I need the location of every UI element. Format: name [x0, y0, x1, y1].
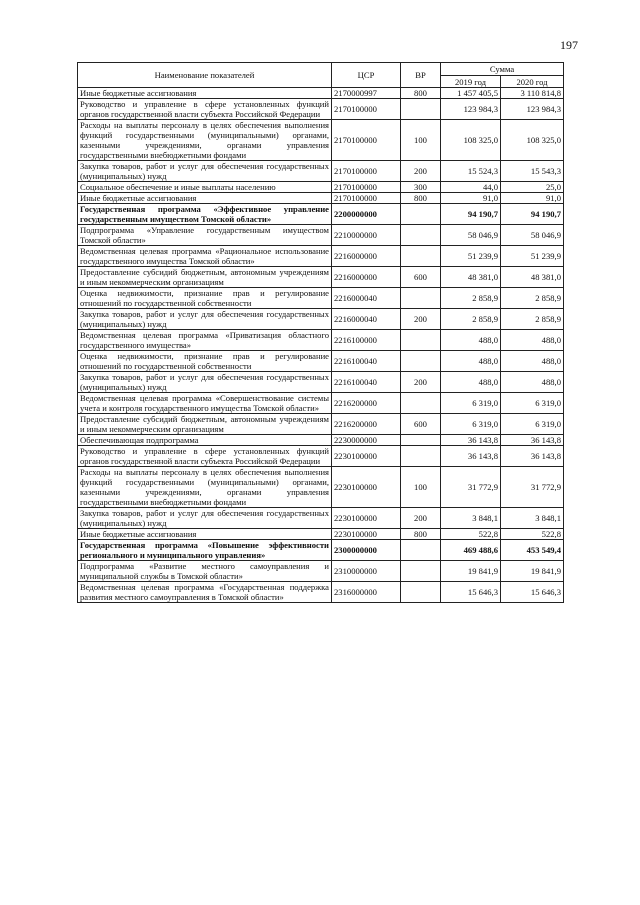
row-2020-cell: 2 858,9	[501, 309, 564, 330]
row-2019-cell: 15 524,3	[441, 161, 501, 182]
row-2019-cell: 108 325,0	[441, 120, 501, 161]
row-2019-cell: 1 457 405,5	[441, 88, 501, 99]
row-vr-cell: 800	[401, 88, 441, 99]
row-name-cell: Иные бюджетные ассигнования	[78, 193, 332, 204]
table-row	[78, 435, 564, 446]
row-vr-cell: 200	[401, 161, 441, 182]
row-vr-cell	[401, 246, 441, 267]
table-row	[78, 309, 564, 330]
row-2020-cell: 488,0	[501, 351, 564, 372]
row-name-cell: Государственная программа «Эффективное управление государственным имуществом Томской области»	[78, 204, 332, 225]
row-2019-cell: 488,0	[441, 330, 501, 351]
row-csr-cell: 2170100000	[332, 120, 401, 161]
row-csr-cell: 2230100000	[332, 467, 401, 508]
table-row	[78, 330, 564, 351]
table-row	[78, 540, 564, 561]
row-csr-cell: 2230000000	[332, 435, 401, 446]
row-2019-cell: 488,0	[441, 372, 501, 393]
row-2019-cell: 58 046,9	[441, 225, 501, 246]
row-2020-cell: 6 319,0	[501, 393, 564, 414]
row-csr-cell: 2170100000	[332, 99, 401, 120]
table-row	[78, 120, 564, 161]
row-2019-cell: 31 772,9	[441, 467, 501, 508]
row-csr-cell: 2216000000	[332, 267, 401, 288]
table-row	[78, 182, 564, 193]
row-name-cell: Государственная программа «Повышение эффективности регионального и муниципального управления»	[78, 540, 332, 561]
row-2020-cell: 3 848,1	[501, 508, 564, 529]
row-name-cell: Обеспечивающая подпрограмма	[78, 435, 332, 446]
row-2020-cell: 15 646,3	[501, 582, 564, 603]
row-csr-cell: 2230100000	[332, 529, 401, 540]
row-csr-cell: 2316000000	[332, 582, 401, 603]
row-vr-cell	[401, 204, 441, 225]
row-vr-cell	[401, 351, 441, 372]
row-vr-cell	[401, 540, 441, 561]
row-csr-cell: 2216100040	[332, 351, 401, 372]
row-name-cell: Иные бюджетные ассигнования	[78, 529, 332, 540]
row-2020-cell: 36 143,8	[501, 435, 564, 446]
row-name-cell: Закупка товаров, работ и услуг для обеспечения государственных (муниципальных) нужд	[78, 309, 332, 330]
row-csr-cell: 2216000000	[332, 246, 401, 267]
row-vr-cell	[401, 393, 441, 414]
table-row	[78, 529, 564, 540]
row-csr-cell: 2170100000	[332, 193, 401, 204]
row-name-cell: Руководство и управление в сфере установленных функций органов государственной власти субъекта Российской Федерации	[78, 446, 332, 467]
row-vr-cell: 800	[401, 193, 441, 204]
table-row	[78, 193, 564, 204]
row-vr-cell: 200	[401, 372, 441, 393]
table-row	[78, 393, 564, 414]
row-csr-cell: 2216200000	[332, 414, 401, 435]
row-vr-cell	[401, 225, 441, 246]
table-row	[78, 467, 564, 508]
row-name-cell: Ведомственная целевая программа «Приватизация областного государственного имущества»	[78, 330, 332, 351]
row-csr-cell: 2170000997	[332, 88, 401, 99]
row-2020-cell: 6 319,0	[501, 414, 564, 435]
row-2019-cell: 2 858,9	[441, 288, 501, 309]
row-csr-cell: 2230100000	[332, 446, 401, 467]
row-vr-cell: 800	[401, 529, 441, 540]
row-csr-cell: 2300000000	[332, 540, 401, 561]
row-csr-cell: 2310000000	[332, 561, 401, 582]
table-row	[78, 225, 564, 246]
row-2019-cell: 51 239,9	[441, 246, 501, 267]
header-csr: ЦСР	[332, 63, 401, 88]
row-2019-cell: 6 319,0	[441, 414, 501, 435]
table-row	[78, 267, 564, 288]
row-2020-cell: 488,0	[501, 330, 564, 351]
row-2019-cell: 19 841,9	[441, 561, 501, 582]
row-2019-cell: 36 143,8	[441, 435, 501, 446]
row-2019-cell: 44,0	[441, 182, 501, 193]
row-name-cell: Ведомственная целевая программа «Государственная поддержка развития местного самоуправления в Томской области»	[78, 582, 332, 603]
table-row	[78, 161, 564, 182]
row-2019-cell: 91,0	[441, 193, 501, 204]
row-name-cell: Предоставление субсидий бюджетным, автономным учреждениям и иным некоммерческим организациям	[78, 267, 332, 288]
row-2020-cell: 31 772,9	[501, 467, 564, 508]
row-2020-cell: 36 143,8	[501, 446, 564, 467]
table-row	[78, 288, 564, 309]
row-csr-cell: 2170100000	[332, 182, 401, 193]
row-2019-cell: 488,0	[441, 351, 501, 372]
header-name: Наименование показателей	[78, 63, 332, 88]
row-2020-cell: 123 984,3	[501, 99, 564, 120]
row-csr-cell: 2200000000	[332, 204, 401, 225]
table-row	[78, 351, 564, 372]
row-vr-cell	[401, 582, 441, 603]
row-2020-cell: 522,8	[501, 529, 564, 540]
row-2019-cell: 15 646,3	[441, 582, 501, 603]
table-row	[78, 561, 564, 582]
row-name-cell: Ведомственная целевая программа «Рациональное использование государственного имущества Томской области»	[78, 246, 332, 267]
table-row	[78, 372, 564, 393]
row-name-cell: Закупка товаров, работ и услуг для обеспечения государственных (муниципальных) нужд	[78, 372, 332, 393]
row-name-cell: Руководство и управление в сфере установленных функций органов государственной власти субъекта Российской Федерации	[78, 99, 332, 120]
row-vr-cell	[401, 446, 441, 467]
row-vr-cell: 200	[401, 309, 441, 330]
row-name-cell: Оценка недвижимости, признание прав и регулирование отношений по государственной собственности	[78, 288, 332, 309]
row-vr-cell: 100	[401, 120, 441, 161]
row-csr-cell: 2216100040	[332, 372, 401, 393]
page-number: 197	[560, 38, 578, 52]
row-vr-cell	[401, 330, 441, 351]
row-2019-cell: 522,8	[441, 529, 501, 540]
row-vr-cell: 100	[401, 467, 441, 508]
row-2020-cell: 51 239,9	[501, 246, 564, 267]
row-2019-cell: 6 319,0	[441, 393, 501, 414]
row-2020-cell: 108 325,0	[501, 120, 564, 161]
row-2019-cell: 36 143,8	[441, 446, 501, 467]
header-sum: Сумма	[441, 63, 564, 76]
row-vr-cell	[401, 99, 441, 120]
row-name-cell: Закупка товаров, работ и услуг для обеспечения государственных (муниципальных) нужд	[78, 508, 332, 529]
row-vr-cell: 200	[401, 508, 441, 529]
budget-table	[77, 62, 564, 603]
row-csr-cell: 2210000000	[332, 225, 401, 246]
row-vr-cell	[401, 561, 441, 582]
row-name-cell: Подпрограмма «Развитие местного самоуправления и муниципальной службы в Томской области»	[78, 561, 332, 582]
row-2019-cell: 3 848,1	[441, 508, 501, 529]
table-row	[78, 99, 564, 120]
table-row	[78, 88, 564, 99]
table-row	[78, 508, 564, 529]
row-2019-cell: 94 190,7	[441, 204, 501, 225]
row-vr-cell	[401, 288, 441, 309]
table-row	[78, 414, 564, 435]
row-name-cell: Предоставление субсидий бюджетным, автономным учреждениям и иным некоммерческим организациям	[78, 414, 332, 435]
row-name-cell: Ведомственная целевая программа «Совершенствование системы учета и контроля государственного имущества Томской области»	[78, 393, 332, 414]
row-2020-cell: 58 046,9	[501, 225, 564, 246]
row-2020-cell: 94 190,7	[501, 204, 564, 225]
row-2020-cell: 488,0	[501, 372, 564, 393]
row-name-cell: Иные бюджетные ассигнования	[78, 88, 332, 99]
row-name-cell: Закупка товаров, работ и услуг для обеспечения государственных (муниципальных) нужд	[78, 161, 332, 182]
row-name-cell: Расходы на выплаты персоналу в целях обеспечения выполнения функций государственными (муниципальными) органами, казенными учреждениями, органами управления государственными внебюджетными фондами	[78, 120, 332, 161]
row-2020-cell: 48 381,0	[501, 267, 564, 288]
row-2019-cell: 2 858,9	[441, 309, 501, 330]
row-vr-cell: 600	[401, 267, 441, 288]
row-name-cell: Расходы на выплаты персоналу в целях обеспечения выполнения функций государственными (муниципальными) органами, казенными учреждениями, органами управления государственными внебюджетными фондами	[78, 467, 332, 508]
table-row	[78, 204, 564, 225]
row-csr-cell: 2170100000	[332, 161, 401, 182]
row-name-cell: Оценка недвижимости, признание прав и регулирование отношений по государственной собственности	[78, 351, 332, 372]
table-body	[78, 88, 564, 603]
row-name-cell: Социальное обеспечение и иные выплаты населению	[78, 182, 332, 193]
row-2020-cell: 19 841,9	[501, 561, 564, 582]
row-2020-cell: 25,0	[501, 182, 564, 193]
header-vr: ВР	[401, 63, 441, 88]
row-csr-cell: 2216000040	[332, 288, 401, 309]
table-row	[78, 446, 564, 467]
row-csr-cell: 2216100000	[332, 330, 401, 351]
row-2020-cell: 3 110 814,8	[501, 88, 564, 99]
row-2019-cell: 48 381,0	[441, 267, 501, 288]
table-row	[78, 582, 564, 603]
row-2019-cell: 469 488,6	[441, 540, 501, 561]
row-vr-cell: 600	[401, 414, 441, 435]
header-year-2019: 2019 год	[441, 76, 501, 88]
row-2019-cell: 123 984,3	[441, 99, 501, 120]
row-2020-cell: 15 543,3	[501, 161, 564, 182]
row-2020-cell: 453 549,4	[501, 540, 564, 561]
row-2020-cell: 91,0	[501, 193, 564, 204]
table-row	[78, 246, 564, 267]
row-csr-cell: 2216000040	[332, 309, 401, 330]
row-vr-cell	[401, 435, 441, 446]
row-csr-cell: 2230100000	[332, 508, 401, 529]
header-year-2020: 2020 год	[501, 76, 564, 88]
row-name-cell: Подпрограмма «Управление государственным имуществом Томской области»	[78, 225, 332, 246]
row-vr-cell: 300	[401, 182, 441, 193]
row-csr-cell: 2216200000	[332, 393, 401, 414]
row-2020-cell: 2 858,9	[501, 288, 564, 309]
